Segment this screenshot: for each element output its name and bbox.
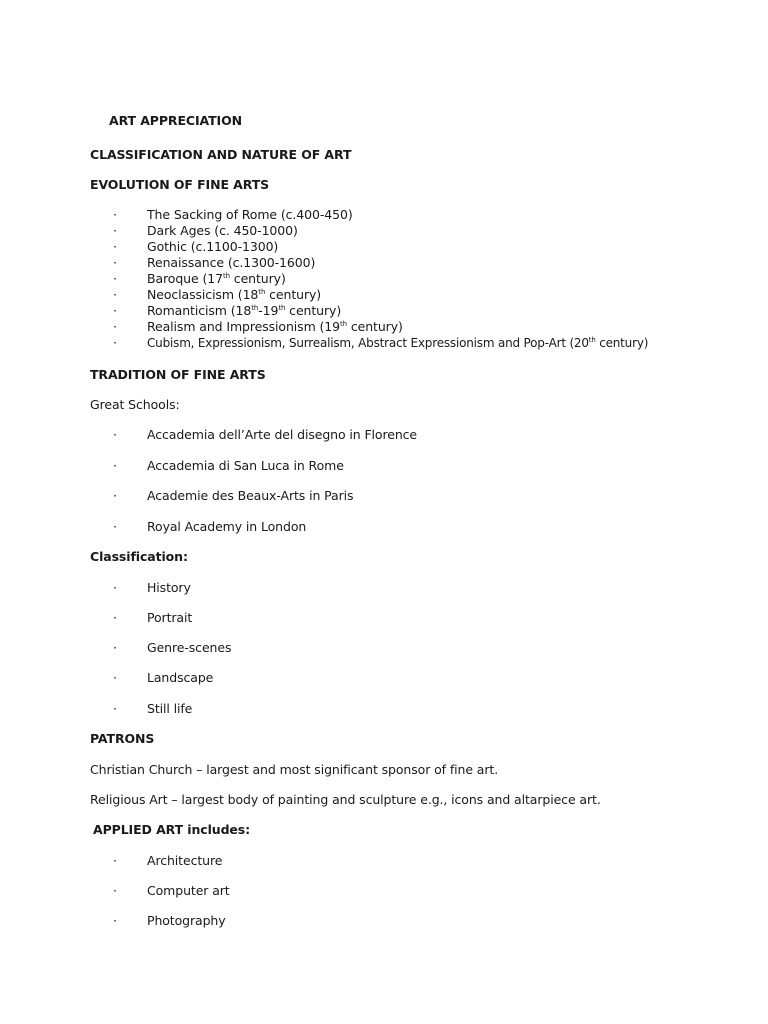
bullet: ·	[113, 913, 117, 928]
list-item: The Sacking of Rome (c.400-450)	[147, 207, 353, 222]
list-item: Gothic (c.1100-1300)	[147, 239, 279, 254]
list-item: Computer art	[147, 883, 230, 898]
list-item: Dark Ages (c. 450-1000)	[147, 223, 298, 238]
bullet: ·	[113, 207, 117, 222]
list-item: Genre-scenes	[147, 640, 232, 655]
bullet: ·	[113, 610, 117, 625]
heading-classification-nature: CLASSIFICATION AND NATURE OF ART	[90, 147, 352, 162]
list-item: Academie des Beaux-Arts in Paris	[147, 488, 354, 503]
bullet: ·	[113, 427, 117, 442]
bullet: ·	[113, 670, 117, 685]
list-item: Landscape	[147, 670, 214, 685]
bullet: ·	[113, 271, 117, 286]
list-item: Cubism, Expressionism, Surrealism, Abstract Expressionism and Pop-Art (20th century)	[147, 336, 649, 350]
list-item: Royal Academy in London	[147, 519, 307, 534]
bullet: ·	[113, 303, 117, 318]
heading-tradition: TRADITION OF FINE ARTS	[90, 367, 266, 382]
bullet: ·	[113, 458, 117, 473]
list-item: Accademia di San Luca in Rome	[147, 458, 344, 473]
bullet: ·	[113, 223, 117, 238]
bullet: ·	[113, 319, 117, 334]
list-item: History	[147, 580, 191, 595]
list-item: Still life	[147, 701, 193, 716]
patron-line-religious-art: Religious Art – largest body of painting and sculpture e.g., icons and altarpiece art.	[90, 792, 601, 807]
bullet: ·	[113, 883, 117, 898]
bullet: ·	[113, 853, 117, 868]
bullet: ·	[113, 255, 117, 270]
bullet: ·	[113, 580, 117, 595]
great-schools-label: Great Schools:	[90, 397, 180, 412]
list-item: Neoclassicism (18th century)	[147, 287, 322, 302]
bullet: ·	[113, 287, 117, 302]
list-item: Portrait	[147, 610, 193, 625]
list-item: Photography	[147, 913, 226, 928]
list-item: Romanticism (18th-19th century)	[147, 303, 342, 318]
bullet: ·	[113, 701, 117, 716]
heading-evolution: EVOLUTION OF FINE ARTS	[90, 177, 270, 192]
list-item: Architecture	[147, 853, 223, 868]
bullet: ·	[113, 640, 117, 655]
list-item: Baroque (17th century)	[147, 271, 286, 286]
heading-applied-art: APPLIED ART includes:	[93, 822, 251, 837]
bullet: ·	[113, 519, 117, 534]
bullet: ·	[113, 488, 117, 503]
bullet: ·	[113, 335, 117, 350]
list-item: Renaissance (c.1300-1600)	[147, 255, 316, 270]
heading-patrons: PATRONS	[90, 731, 155, 746]
list-item: Realism and Impressionism (19th century)	[147, 319, 403, 334]
bullet: ·	[113, 239, 117, 254]
patron-line-church: Christian Church – largest and most significant sponsor of fine art.	[90, 762, 499, 777]
document-title: ART APPRECIATION	[109, 113, 242, 128]
list-item: Accademia dell’Arte del disegno in Florence	[147, 427, 418, 442]
heading-classification: Classification:	[90, 549, 188, 564]
